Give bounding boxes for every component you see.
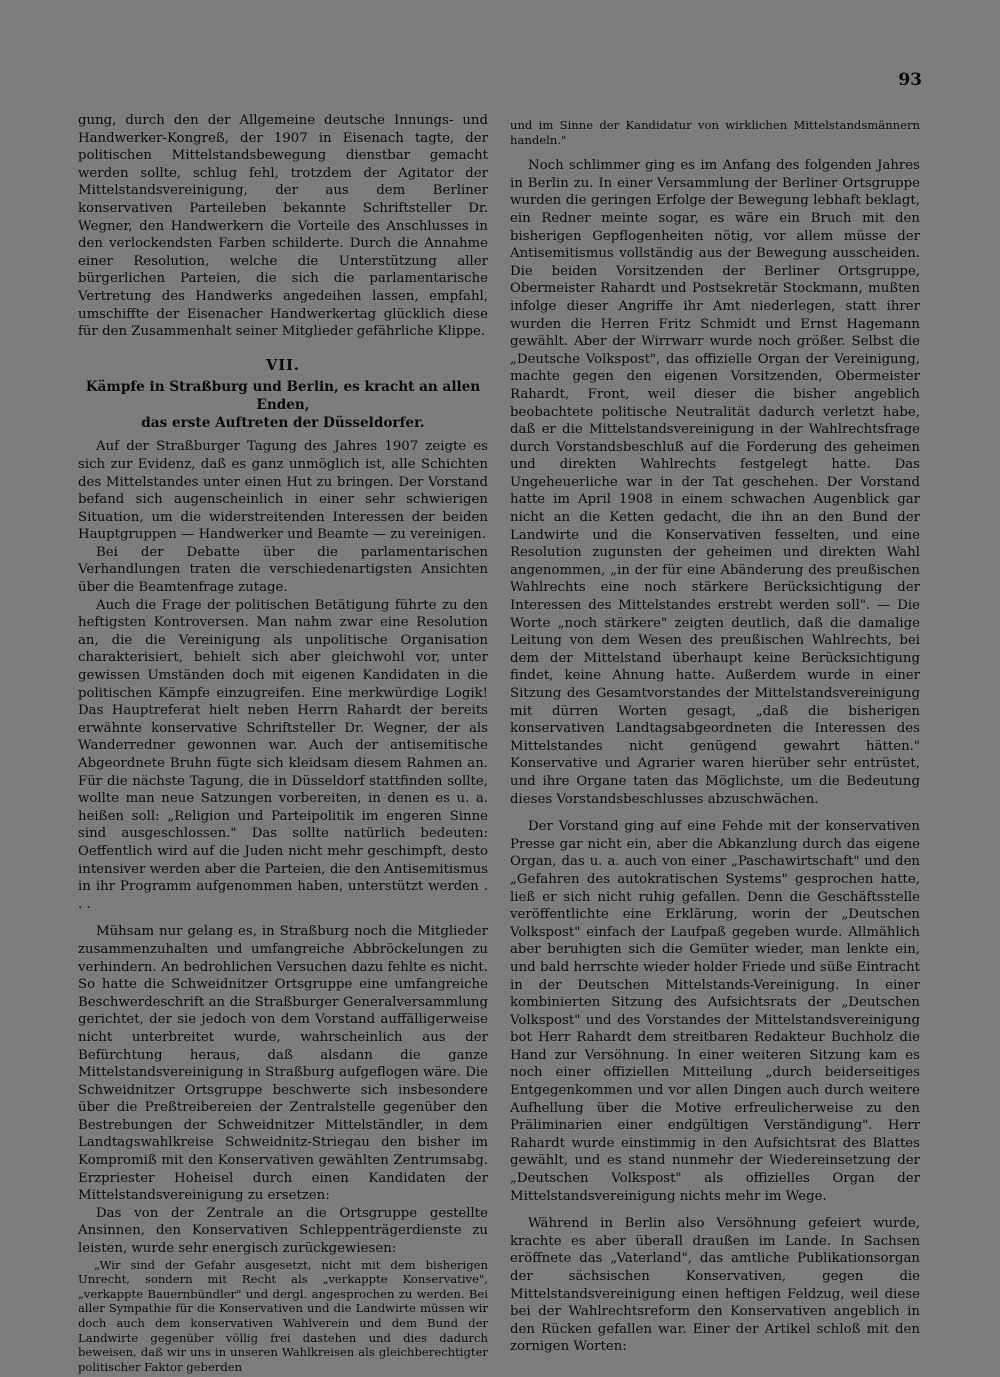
page-number: 93 [898, 70, 922, 90]
paragraph: Auf der Straßburger Tagung des Jahres 1907 zeigte es sich zur Evidenz, daß es ganz unmöglich ist, alle Schichten des Mittelstandes unter einen Hut zu bringen. Der Vorstand befand sich augenscheinlich in einer sehr schwierigen Situation, um die widerstreitenden Interessen der beiden Hauptgruppen — Handwerker und Beamte — zu vereinigen. [78, 439, 488, 543]
chapter-number: VII. [266, 356, 300, 374]
section-title-line-2: das erste Auftreten der Düsseldorfer. [141, 415, 425, 432]
paragraph: Bei der Debatte über die parlamentarischen Verhandlungen traten die verschiedenartigsten Ansichten über die Beamtenfrage zutage. [78, 544, 488, 596]
paragraph: Der Vorstand ging auf eine Fehde mit der konservativen Presse gar nicht ein, aber die Abkanzlung durch das eigene Organ, das u. a. auch von einer „Paschawirtschaft" und den „Gefahren des autokratischen Systems" gesprochen hatte, ließ er sich nicht ruhig gefallen. Denn die Geschäftsstelle veröffentlichte eine Erklärung, worin der „Deutschen Volkspost" einfach der Laufpaß gegeben wurde. Allmählich aber beruhigten sich die Gemüter wieder, man lenkte ein, und bald herrschte wieder holder Friede und süße Eintracht in der Deutschen Mittelstands-Vereinigung. In einer kombinierten Sitzung des Aufsichtsrats der „Deutschen Volkspost" und des Vorstandes der Mittelstandsvereinigung bot Herr Rahardt dem streitbaren Redakteur Buchholz die Hand zur Versöhnung. In einer weiteren Sitzung kam es noch einer offiziellen Mitteilung „durch beiderseitiges Entgegenkommen und vor allen Dingen auch durch weitere Aufhellung über die Motive erfreulicherweise zu den Präliminarien einer endgültigen Verständigung". Herr Rahardt wurde einstimmig in den Aufsichtsrat des Blattes gewählt, und es stand nunmehr der Wiedereinsetzung der „Deutschen Volkspost" als offizielles Organ der Mittelstandsvereinigung nichts mehr im Wege. [510, 819, 920, 1204]
section-title [78, 378, 488, 432]
paragraph: gung, durch den der Allgemeine deutsche Innungs- und Handwerker-Kongreß, der 1907 in Eisenach tagte, der politischen Mittelstandsbewegung dienstbar gemacht werden sollte, schlug fehl, trotzdem der Agitator der Mittelstandsvereinigung, der aus dem Berliner konservativen Parteileben bekannte Schriftsteller Dr. Wegner, den Handwerkern die Vorteile des Anschlusses in den verlockendsten Farben schilderte. Durch die Annahme einer Resolution, welche die Unterstützung aller bürgerlichen Parteien, die sich die parlamentarische Vertretung des Handwerks angedeihen lassen, empfahl, umschiffte der Eisenacher Handwerkertag glücklich diese für den Zusammenhalt seiner Mitglieder gefährliche Klippe. [78, 113, 488, 340]
paragraph: Noch schlimmer ging es im Anfang des folgenden Jahres in Berlin zu. In einer Versammlung der Berliner Ortsgruppe wurden die geringen Erfolge der Bewegung lebhaft beklagt, ein Redner meinte sogar, es wäre ein Bruch mit den bisherigen Gepflogenheiten nötig, vor allem müsse der Antisemitismus vollständig aus der Bewegung ausscheiden. Die beiden Vorsitzenden der Berliner Ortsgruppe, Obermeister Rahardt und Postsekretär Stockmann, mußten infolge dieser Angriffe ihr Amt niederlegen, statt ihrer wurden die Herren Fritz Schmidt und Ernst Hagemann gewählt. Aber der Wirrwarr wurde noch größer. Selbst die „Deutsche Volkspost", das offizielle Organ der Vereinigung, machte gegen den eigenen Vorsitzenden, Obermeister Rahardt, Front, weil dieser die bisher angeblich beobachtete politische Neutralität dadurch verletzt habe, daß er die Mittelstandsvereinigung in der Wahlrechtsfrage durch Vorstandsbeschluß auf die Forderung des geheimen und direkten Wahlrechts festgelegt hatte. Das Ungeheuerliche war in der Tat geschehen. Der Vorstand hatte im April 1908 in einem schwachen Augenblick gar nicht an die Ketten gedacht, die ihn an den Bund der Landwirte und die Konservativen fesselten, und eine Resolution zugunsten der geheimen und direkten Wahl angenommen, „in der für eine Abänderung des preußischen Wahlrechts eine noch stärkere Berücksichtigung der Interessen des Mittelstandes erstrebt werden soll". — Die Worte „noch stärkere" zeigten deutlich, daß die damalige Leitung von dem Wesen des preußischen Wahlrechts, bei dem der Mittelstand überhaupt keine Berücksichtigung findet, keine Ahnung hatte. Außerdem wurde in einer Sitzung des Gesamtvorstandes der Mittelstandsvereinigung mit dürren Worten gesagt, „daß die bisherigen konservativen Landtagsabgeordneten die Interessen des Mittelstandes nicht genügend gewahrt hätten." Konservative und Agrarier waren hierüber sehr entrüstet, und ihre Organe taten das Möglichste, um die Bedeutung dieses Vorstandsbeschlusses abzuschwächen. [510, 158, 920, 807]
paragraph: Auch die Frage der politischen Betätigung führte zu den heftigsten Kontroversen. Man nahm zwar eine Resolution an, die die Vereinigung als unpolitische Organisation charakterisiert, behielt sich aber gleichwohl vor, unter gewissen Umständen doch mit eigenen Kandidaten in die politischen Kämpfe einzugreifen. Eine merkwürdige Logik! Das Hauptreferat hielt neben Herrn Rahardt der bereits erwähnte konservative Schriftsteller Dr. Wegner, der als Wanderredner gewonnen war. Auch der antisemitische Abgeordnete Bruhn fügte sich kleidsam diesem Rahmen an. Für die nächste Tagung, die in Düsseldorf stattfinden sollte, wollte man neue Satzungen vorbereiten, in denen es u. a. heißen soll: „Religion und Parteipolitik im engeren Sinne sind ausgeschlossen." Das sollte natürlich bedeuten: Oeffentlich wird auf die Juden nicht mehr geschimpft, desto intensiver werden aber die Parteien, die den Antisemitismus in ihr Programm aufgenommen haben, unterstützt werden . . . [78, 597, 488, 912]
left-column [78, 112, 488, 1374]
section-title-line-1: Kämpfe in Straßburg und Berlin, es kracht an allen Enden, [85, 379, 481, 414]
quote-continuation: und im Sinne der Kandidatur von wirklichen Mittelstandsmännern handeln." [510, 118, 920, 147]
paragraph: Das von der Zentrale an die Ortsgruppe gestellte Ansinnen, den Konservativen Schleppenträgerdienste zu leisten, wurde sehr energisch zurückgewiesen: [78, 1205, 488, 1257]
quote-block: „Wir sind der Gefahr ausgesetzt, nicht mit dem bisherigen Unrecht, sondern mit Recht als „verkappte Konservative", „verkappte Bauernbündler" und dergl. angesprochen zu werden. Bei aller Sympathie für die Konservativen und die Landwirte müssen wir doch auch dem konservativen Wahlverein und dem Bund der Landwirte gegenüber völlig frei dastehen und dies dadurch beweisen, daß wir uns in unseren Wahlkreisen als gleichberechtigter politischer Faktor geberden [78, 1257, 488, 1374]
paragraph: Während in Berlin also Versöhnung gefeiert wurde, krachte es aber überall draußen im Lande. In Sachsen eröffnete das „Vaterland", das amtliche Publikationsorgan der sächsischen Konservativen, gegen die Mittelstandsvereinigung einen heftigen Feldzug, weil diese bei der Wahlrechtsreform den Konservativen angeblich in den Rücken gefallen war. Einer der Artikel schloß mit den zornigen Worten: [510, 1216, 920, 1355]
paragraph: Mühsam nur gelang es, in Straßburg noch die Mitglieder zusammenzuhalten und umfangreiche Abbröckelungen zu verhindern. An bedrohlichen Versuchen dazu fehlte es nicht. So hatte die Schweidnitzer Ortsgruppe eine umfangreiche Beschwerdeschrift an die Straßburger Generalversammlung gerichtet, der sie jedoch von dem Vorstand auffälligerweise nicht unterbreitet wurde, wahrscheinlich aus der Befürchtung heraus, daß alsdann die ganze Mittelstandsvereinigung in Straßburg aufgeflogen wäre. Die Schweidnitzer Ortsgruppe beschwerte sich insbesondere über die Preßtreibereien der Zentralstelle gegenüber den Bestrebungen der Schweidnitzer Mittelständler, in dem Landtagswahlkreise Schweidnitz-Striegau den bisher im Kompromiß mit den Konservativen gewählten Zentrumsabg. Erzpriester Hoheisel durch einen Kandidaten der Mittelstandsvereinigung zu ersetzen: [78, 924, 488, 1204]
right-column [510, 118, 920, 1356]
